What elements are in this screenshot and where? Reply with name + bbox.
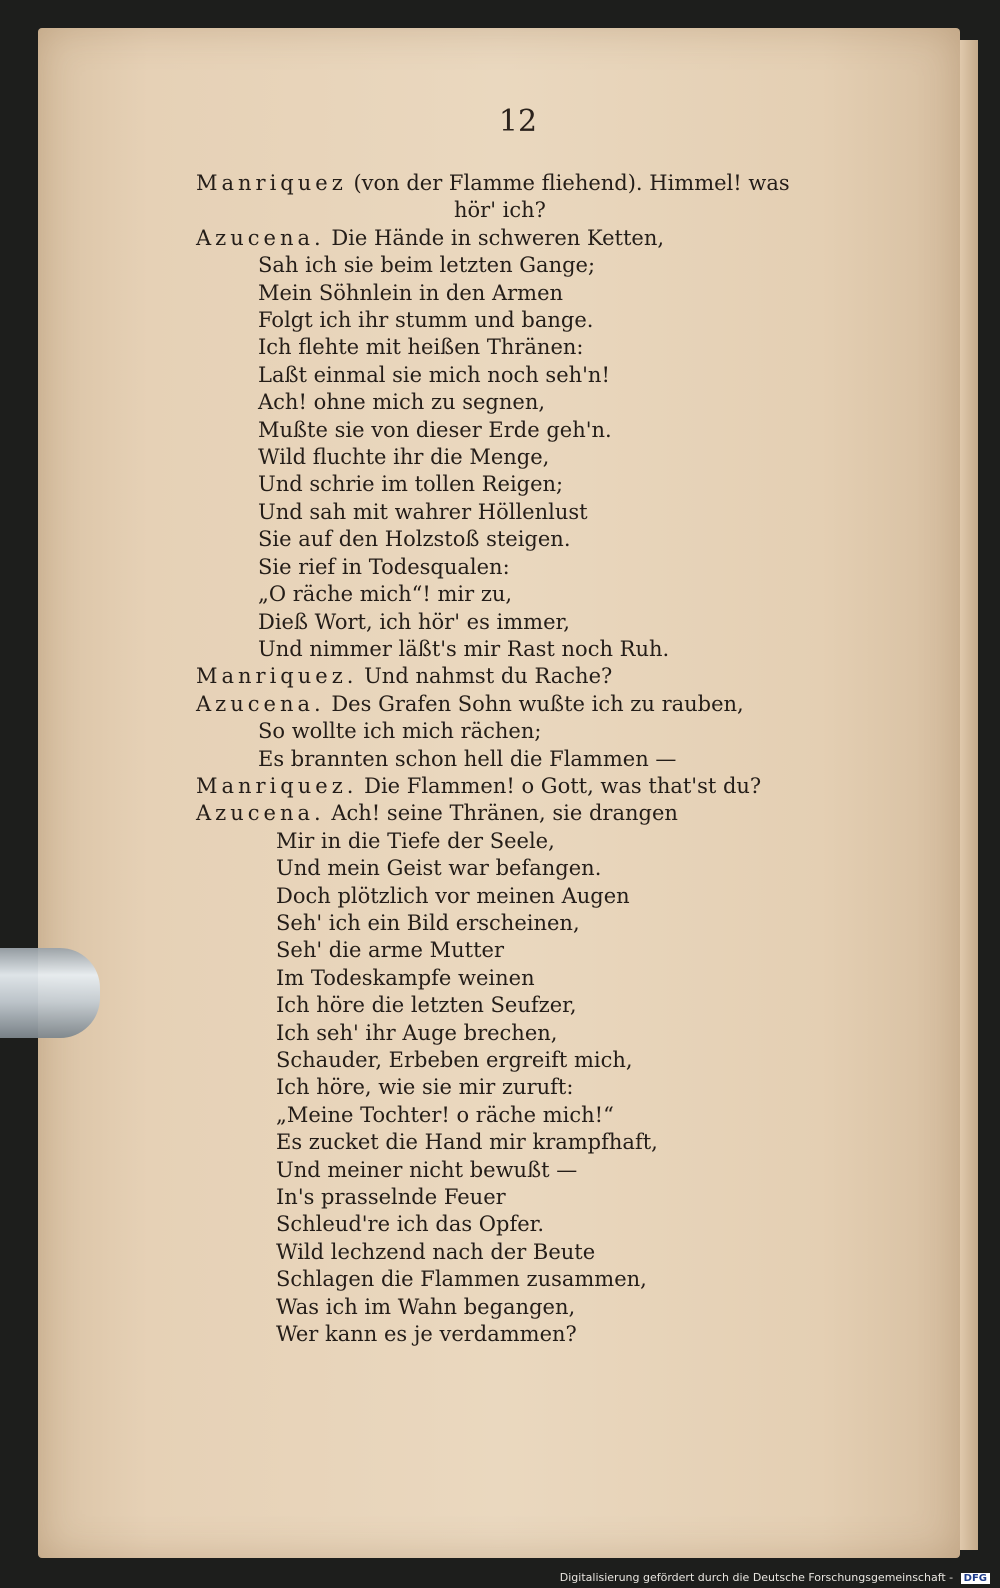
text-line xyxy=(196,910,856,937)
line-text: Seh' ich ein Bild erscheinen, xyxy=(276,910,580,935)
line-text: Und nahmst du Rache? xyxy=(357,664,613,689)
text-line xyxy=(196,499,856,526)
text-line xyxy=(196,691,856,718)
text-line xyxy=(196,609,856,636)
line-text: Sie auf den Holzstoß steigen. xyxy=(258,527,571,552)
line-text: Wer kann es je verdammen? xyxy=(276,1322,577,1347)
line-text: Laßt einmal sie mich noch seh'n! xyxy=(258,362,610,387)
text-line xyxy=(196,663,856,690)
text-line xyxy=(196,554,856,581)
text-line xyxy=(196,1184,856,1211)
line-text: Schlagen die Flammen zusammen, xyxy=(276,1267,647,1292)
line-text: Die Hände in schweren Ketten, xyxy=(324,225,665,250)
line-text: „O räche mich“! mir zu, xyxy=(258,582,513,607)
text-line xyxy=(196,197,856,224)
scanner-clip xyxy=(0,948,100,1038)
text-line xyxy=(196,307,856,334)
line-text: Mein Söhnlein in den Armen xyxy=(258,280,564,305)
line-text: Im Todeskampfe weinen xyxy=(276,965,535,990)
text-line xyxy=(196,526,856,553)
line-text: Und meiner nicht bewußt — xyxy=(276,1157,578,1182)
text-line xyxy=(196,800,856,827)
line-text: Ach! seine Thränen, sie drangen xyxy=(324,801,678,826)
line-text: Und sah mit wahrer Höllenlust xyxy=(258,499,588,524)
digitization-credit xyxy=(560,1571,990,1584)
line-text: Und nimmer läßt's mir Rast noch Ruh. xyxy=(258,636,670,661)
credit-text: Digitalisierung gefördert durch die Deutsche Forschungsgemeinschaft - xyxy=(559,1571,954,1584)
line-text: Sie rief in Todesqualen: xyxy=(258,554,510,579)
line-text: Und mein Geist war befangen. xyxy=(276,856,602,881)
speaker-name: Manriquez. xyxy=(196,664,358,689)
speaker-name: Azucena. xyxy=(196,801,325,826)
line-text: Ach! ohne mich zu segnen, xyxy=(258,390,546,415)
text-line xyxy=(196,581,856,608)
text-line xyxy=(196,1294,856,1321)
speaker-name: Manriquez. xyxy=(196,773,358,798)
text-line xyxy=(196,1074,856,1101)
text-line xyxy=(196,1129,856,1156)
text-line xyxy=(196,937,856,964)
line-text: (von der Flamme fliehend). Himmel! was xyxy=(346,171,790,195)
text-line xyxy=(196,992,856,1019)
text-line xyxy=(196,1102,856,1129)
text-line xyxy=(196,252,856,279)
speaker-name: Azucena. xyxy=(196,225,325,250)
line-text: Des Grafen Sohn wußte ich zu rauben, xyxy=(324,691,744,716)
text-line xyxy=(196,280,856,307)
text-line xyxy=(196,828,856,855)
text-line xyxy=(196,746,856,773)
line-text: In's prasselnde Feuer xyxy=(276,1185,506,1210)
text-line xyxy=(196,471,856,498)
text-line xyxy=(196,883,856,910)
text-line xyxy=(196,1157,856,1184)
line-text: Die Flammen! o Gott, was that'st du? xyxy=(357,773,762,798)
line-text: Mußte sie von dieser Erde geh'n. xyxy=(258,417,612,442)
line-text: Es brannten schon hell die Flammen — xyxy=(258,746,677,771)
line-text: Mir in die Tiefe der Seele, xyxy=(276,828,555,853)
text-line xyxy=(196,334,856,361)
line-text: Wild fluchte ihr die Menge, xyxy=(258,445,550,470)
dfg-logo: DFG xyxy=(961,1573,990,1584)
text-line xyxy=(196,1020,856,1047)
line-text: Wild lechzend nach der Beute xyxy=(276,1239,596,1264)
page-text xyxy=(196,170,856,1348)
line-text: Es zucket die Hand mir krampfhaft, xyxy=(276,1130,658,1155)
text-line xyxy=(196,225,856,252)
text-line xyxy=(196,965,856,992)
line-text: Doch plötzlich vor meinen Augen xyxy=(276,883,630,908)
text-line xyxy=(196,718,856,745)
text-line xyxy=(196,1239,856,1266)
line-text: Schauder, Erbeben ergreift mich, xyxy=(276,1048,633,1072)
line-text: hör' ich? xyxy=(454,198,546,223)
text-line xyxy=(196,417,856,444)
line-text: Seh' die arme Mutter xyxy=(276,938,504,963)
line-text: Ich flehte mit heißen Thränen: xyxy=(258,335,584,360)
line-text: Schleud're ich das Opfer. xyxy=(276,1212,545,1237)
text-line xyxy=(196,636,856,663)
text-line xyxy=(196,170,856,197)
text-line xyxy=(196,444,856,471)
text-line xyxy=(196,1266,856,1293)
line-text: Und schrie im tollen Reigen; xyxy=(258,472,564,497)
line-text: Was ich im Wahn begangen, xyxy=(276,1294,576,1319)
line-text: Ich seh' ihr Auge brechen, xyxy=(276,1020,558,1045)
text-line xyxy=(196,1321,856,1348)
text-line xyxy=(196,855,856,882)
line-text: Ich höre die letzten Seufzer, xyxy=(276,993,577,1018)
text-line xyxy=(196,389,856,416)
line-text: Ich höre, wie sie mir zuruft: xyxy=(276,1075,574,1100)
line-text: Sah ich sie beim letzten Gange; xyxy=(258,253,596,278)
text-line xyxy=(196,1047,856,1074)
speaker-name: Manriquez xyxy=(196,171,347,195)
line-text: So wollte ich mich rächen; xyxy=(258,719,542,744)
text-line xyxy=(196,362,856,389)
line-text: Dieß Wort, ich hör' es immer, xyxy=(258,609,570,634)
page-number: 12 xyxy=(498,104,538,139)
text-line xyxy=(196,773,856,800)
line-text: Folgt ich ihr stumm und bange. xyxy=(258,308,594,333)
line-text: „Meine Tochter! o räche mich!“ xyxy=(276,1102,614,1127)
text-line xyxy=(196,1211,856,1238)
speaker-name: Azucena. xyxy=(196,691,325,716)
